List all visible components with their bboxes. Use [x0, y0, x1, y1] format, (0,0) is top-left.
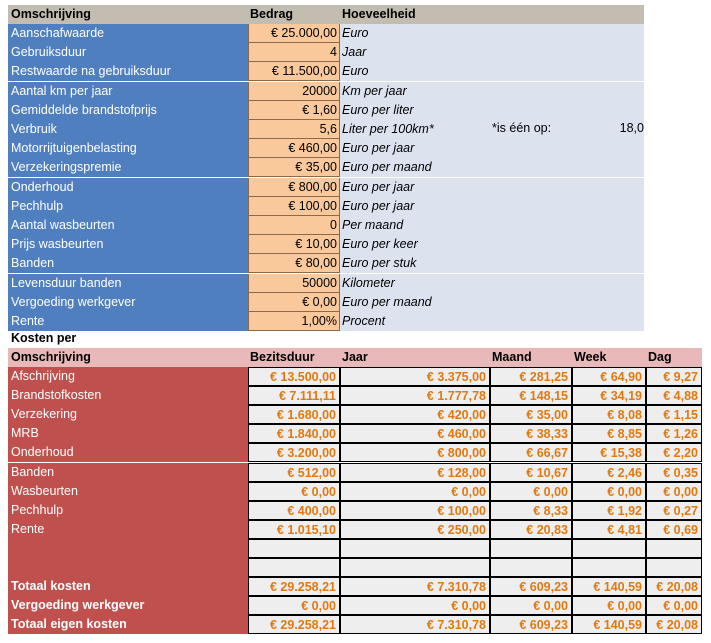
cost-value-cell[interactable]: € 609,23 — [490, 615, 572, 634]
cost-label[interactable]: Totaal kosten — [8, 577, 248, 596]
cost-value-cell[interactable]: € 1,92 — [572, 501, 646, 520]
cost-value-cell[interactable]: € 0,00 — [490, 596, 572, 615]
input-label[interactable]: Aanschafwaarde — [8, 24, 248, 43]
cost-table-row — [8, 539, 702, 558]
cost-label[interactable] — [8, 558, 248, 577]
cost-value-cell[interactable]: € 9,27 — [646, 367, 702, 386]
cost-value-cell[interactable]: € 10,67 — [490, 463, 572, 482]
cost-value-cell[interactable]: € 460,00 — [340, 424, 490, 443]
input-unit[interactable]: Jaar — [340, 43, 644, 62]
input-unit[interactable]: Procent — [340, 312, 644, 331]
input-value-cell[interactable]: € 800,00 — [248, 178, 340, 197]
input-unit[interactable]: Euro per jaar — [340, 178, 644, 197]
input-label[interactable]: Pechhulp — [8, 197, 248, 216]
input-unit[interactable]: Euro per maand — [340, 158, 644, 177]
header-omschrijving[interactable]: Omschrijving — [8, 5, 248, 24]
cost-value-cell[interactable]: € 1,15 — [646, 405, 702, 424]
header-jaar[interactable]: Jaar — [340, 348, 490, 367]
top-table-row — [8, 62, 644, 81]
input-unit[interactable]: Euro — [340, 24, 644, 43]
header-bedrag[interactable]: Bedrag — [248, 5, 340, 24]
input-label[interactable]: Levensduur banden — [8, 274, 248, 293]
cost-value-cell[interactable]: € 250,00 — [340, 520, 490, 539]
input-value-cell[interactable]: € 460,00 — [248, 139, 340, 158]
input-unit[interactable]: Liter per 100km* — [340, 120, 644, 139]
input-unit[interactable]: Per maand — [340, 216, 644, 235]
cost-table-row — [8, 386, 702, 405]
cost-table-row — [8, 424, 702, 443]
cost-label[interactable] — [8, 539, 248, 558]
cost-label[interactable]: Pechhulp — [8, 501, 248, 520]
section-title[interactable]: Kosten per — [11, 331, 77, 345]
cost-value-cell[interactable]: € 0,00 — [248, 596, 340, 615]
input-label[interactable]: Motorrijtuigenbelasting — [8, 139, 248, 158]
input-value-cell[interactable]: € 25.000,00 — [248, 24, 340, 43]
header-omschrijving-2[interactable]: Omschrijving — [8, 348, 248, 367]
input-label[interactable]: Rente — [8, 312, 248, 331]
cost-value-cell[interactable] — [646, 558, 702, 577]
cost-value-cell[interactable]: € 128,00 — [340, 463, 490, 482]
cost-value-cell[interactable]: € 420,00 — [340, 405, 490, 424]
input-label[interactable]: Vergoeding werkgever — [8, 293, 248, 312]
cost-value-cell[interactable]: € 8,85 — [572, 424, 646, 443]
input-value-cell[interactable]: 1,00% — [248, 312, 340, 331]
cost-value-cell[interactable] — [340, 558, 490, 577]
input-label[interactable]: Gemiddelde brandstofprijs — [8, 101, 248, 120]
km-per-liter-label[interactable]: *is één op: — [492, 121, 552, 135]
header-week[interactable]: Week — [572, 348, 646, 367]
cost-value-cell[interactable]: € 0,27 — [646, 501, 702, 520]
cost-value-cell[interactable] — [248, 539, 340, 558]
header-hoeveelheid[interactable]: Hoeveelheid — [340, 5, 644, 24]
cost-table-row — [8, 463, 702, 482]
cost-value-cell[interactable]: € 0,00 — [340, 596, 490, 615]
input-value-cell[interactable]: € 1,60 — [248, 101, 340, 120]
cost-table-row — [8, 558, 702, 577]
cost-value-cell[interactable]: € 800,00 — [340, 443, 490, 462]
bottom-header-row — [8, 348, 702, 367]
cost-value-cell[interactable]: € 0,00 — [248, 482, 340, 501]
cost-label[interactable]: Rente — [8, 520, 248, 539]
cost-value-cell[interactable]: € 609,23 — [490, 577, 572, 596]
cost-value-cell[interactable] — [490, 539, 572, 558]
input-unit[interactable]: Euro per stuk — [340, 254, 644, 273]
cost-value-cell[interactable]: € 0,35 — [646, 463, 702, 482]
input-unit[interactable]: Euro per jaar — [340, 197, 644, 216]
top-table-row — [8, 235, 644, 254]
input-value-cell[interactable]: 5,6 — [248, 120, 340, 139]
input-value-cell[interactable]: 20000 — [248, 82, 340, 101]
input-value-cell[interactable]: € 100,00 — [248, 197, 340, 216]
cost-value-cell[interactable]: € 1,26 — [646, 424, 702, 443]
header-maand[interactable]: Maand — [490, 348, 572, 367]
cost-label[interactable]: Brandstofkosten — [8, 386, 248, 405]
input-value-cell[interactable]: 4 — [248, 43, 340, 62]
cost-table-row — [8, 367, 702, 386]
cost-value-cell[interactable]: € 35,00 — [490, 405, 572, 424]
cost-value-cell[interactable] — [340, 539, 490, 558]
input-label[interactable]: Verzekeringspremie — [8, 158, 248, 177]
cost-table-row — [8, 577, 702, 596]
top-table-row — [8, 82, 644, 101]
cost-label[interactable]: MRB — [8, 424, 248, 443]
top-table-row — [8, 24, 644, 43]
cost-value-cell[interactable]: € 66,67 — [490, 443, 572, 462]
input-unit[interactable]: Kilometer — [340, 274, 644, 293]
input-label[interactable]: Prijs wasbeurten — [8, 235, 248, 254]
cost-value-cell[interactable] — [248, 558, 340, 577]
input-value-cell[interactable]: € 11.500,00 — [248, 62, 340, 81]
cost-value-cell[interactable]: € 281,25 — [490, 367, 572, 386]
cost-value-cell[interactable]: € 512,00 — [248, 463, 340, 482]
cost-label[interactable]: Onderhoud — [8, 443, 248, 462]
cost-value-cell[interactable]: € 7.310,78 — [340, 615, 490, 634]
input-label[interactable]: Aantal km per jaar — [8, 82, 248, 101]
top-table-row — [8, 139, 644, 158]
input-label[interactable]: Verbruik — [8, 120, 248, 139]
cost-label[interactable]: Banden — [8, 463, 248, 482]
top-table-row — [8, 158, 644, 177]
cost-value-cell[interactable]: € 29.258,21 — [248, 577, 340, 596]
input-value-cell[interactable]: € 80,00 — [248, 254, 340, 273]
cost-label[interactable]: Afschrijving — [8, 367, 248, 386]
top-table-row — [8, 274, 644, 293]
input-unit[interactable]: Euro per maand — [340, 293, 644, 312]
cost-table-row — [8, 596, 702, 615]
top-table-row — [8, 43, 644, 62]
cost-value-cell[interactable]: € 140,59 — [572, 615, 646, 634]
cost-value-cell[interactable]: € 8,33 — [490, 501, 572, 520]
cost-value-cell[interactable]: € 0,69 — [646, 520, 702, 539]
cost-value-cell[interactable]: € 0,00 — [572, 482, 646, 501]
input-unit[interactable]: Euro per jaar — [340, 139, 644, 158]
input-unit[interactable]: Euro per liter — [340, 101, 644, 120]
cost-value-cell[interactable]: € 3.375,00 — [340, 367, 490, 386]
km-per-liter-value[interactable]: 18,0 — [619, 121, 644, 135]
cost-value-cell[interactable]: € 8,08 — [572, 405, 646, 424]
cost-value-cell[interactable]: € 148,15 — [490, 386, 572, 405]
cost-value-cell[interactable]: € 0,00 — [340, 482, 490, 501]
cost-value-cell[interactable]: € 2,46 — [572, 463, 646, 482]
input-label[interactable]: Restwaarde na gebruiksduur — [8, 62, 248, 81]
cost-label[interactable]: Vergoeding werkgever — [8, 596, 248, 615]
input-label[interactable]: Aantal wasbeurten — [8, 216, 248, 235]
top-table-row — [8, 197, 644, 216]
cost-value-cell[interactable]: € 64,90 — [572, 367, 646, 386]
input-label[interactable]: Gebruiksduur — [8, 43, 248, 62]
cost-value-cell[interactable]: € 140,59 — [572, 577, 646, 596]
input-value-cell[interactable]: 50000 — [248, 274, 340, 293]
cost-value-cell[interactable]: € 38,33 — [490, 424, 572, 443]
cost-value-cell[interactable] — [490, 558, 572, 577]
cost-value-cell[interactable]: € 1.015,10 — [248, 520, 340, 539]
cost-value-cell[interactable]: € 0,00 — [646, 482, 702, 501]
cost-table-row — [8, 482, 702, 501]
top-table-row — [8, 178, 644, 197]
cost-value-cell[interactable]: € 0,00 — [490, 482, 572, 501]
cost-value-cell[interactable]: € 2,20 — [646, 443, 702, 462]
cost-value-cell[interactable]: € 20,08 — [646, 577, 702, 596]
cost-value-cell[interactable]: € 100,00 — [340, 501, 490, 520]
cost-value-cell[interactable] — [646, 539, 702, 558]
cost-value-cell[interactable]: € 4,81 — [572, 520, 646, 539]
header-dag[interactable]: Dag — [646, 348, 702, 367]
cost-value-cell[interactable]: € 15,38 — [572, 443, 646, 462]
input-unit[interactable]: Euro per keer — [340, 235, 644, 254]
cost-table-row — [8, 443, 702, 462]
cost-value-cell[interactable]: € 20,08 — [646, 615, 702, 634]
cost-value-cell[interactable]: € 7.310,78 — [340, 577, 490, 596]
input-unit[interactable]: Km per jaar — [340, 82, 644, 101]
cost-value-cell[interactable]: € 3.200,00 — [248, 443, 340, 462]
input-value-cell[interactable]: € 10,00 — [248, 235, 340, 254]
cost-value-cell[interactable] — [572, 558, 646, 577]
cost-value-cell[interactable] — [572, 539, 646, 558]
cost-value-cell[interactable]: € 29.258,21 — [248, 615, 340, 634]
cost-label[interactable]: Wasbeurten — [8, 482, 248, 501]
top-table-row — [8, 293, 644, 312]
cost-value-cell[interactable]: € 34,19 — [572, 386, 646, 405]
cost-value-cell[interactable]: € 7.111,11 — [248, 386, 340, 405]
input-value-cell[interactable]: € 35,00 — [248, 158, 340, 177]
input-value-cell[interactable]: 0 — [248, 216, 340, 235]
cost-table-row — [8, 520, 702, 539]
input-unit[interactable]: Euro — [340, 62, 644, 81]
cost-label[interactable]: Totaal eigen kosten — [8, 615, 248, 634]
cost-value-cell[interactable]: € 20,83 — [490, 520, 572, 539]
cost-table-row — [8, 501, 702, 520]
cost-value-cell[interactable]: € 4,88 — [646, 386, 702, 405]
input-label[interactable]: Onderhoud — [8, 178, 248, 197]
cost-table-row — [8, 405, 702, 424]
cost-value-cell[interactable]: € 400,00 — [248, 501, 340, 520]
input-label[interactable]: Banden — [8, 254, 248, 273]
cost-value-cell[interactable]: € 0,00 — [646, 596, 702, 615]
top-table-row — [8, 254, 644, 273]
cost-value-cell[interactable]: € 1.840,00 — [248, 424, 340, 443]
top-table-row — [8, 216, 644, 235]
cost-label[interactable]: Verzekering — [8, 405, 248, 424]
cost-value-cell[interactable]: € 13.500,00 — [248, 367, 340, 386]
cost-table-row — [8, 615, 702, 634]
top-header-row — [8, 5, 644, 24]
header-bezitsduur[interactable]: Bezitsduur — [248, 348, 340, 367]
cost-value-cell[interactable]: € 1.777,78 — [340, 386, 490, 405]
input-value-cell[interactable]: € 0,00 — [248, 293, 340, 312]
cost-value-cell[interactable]: € 1.680,00 — [248, 405, 340, 424]
cost-value-cell[interactable]: € 0,00 — [572, 596, 646, 615]
top-table-row — [8, 101, 644, 120]
